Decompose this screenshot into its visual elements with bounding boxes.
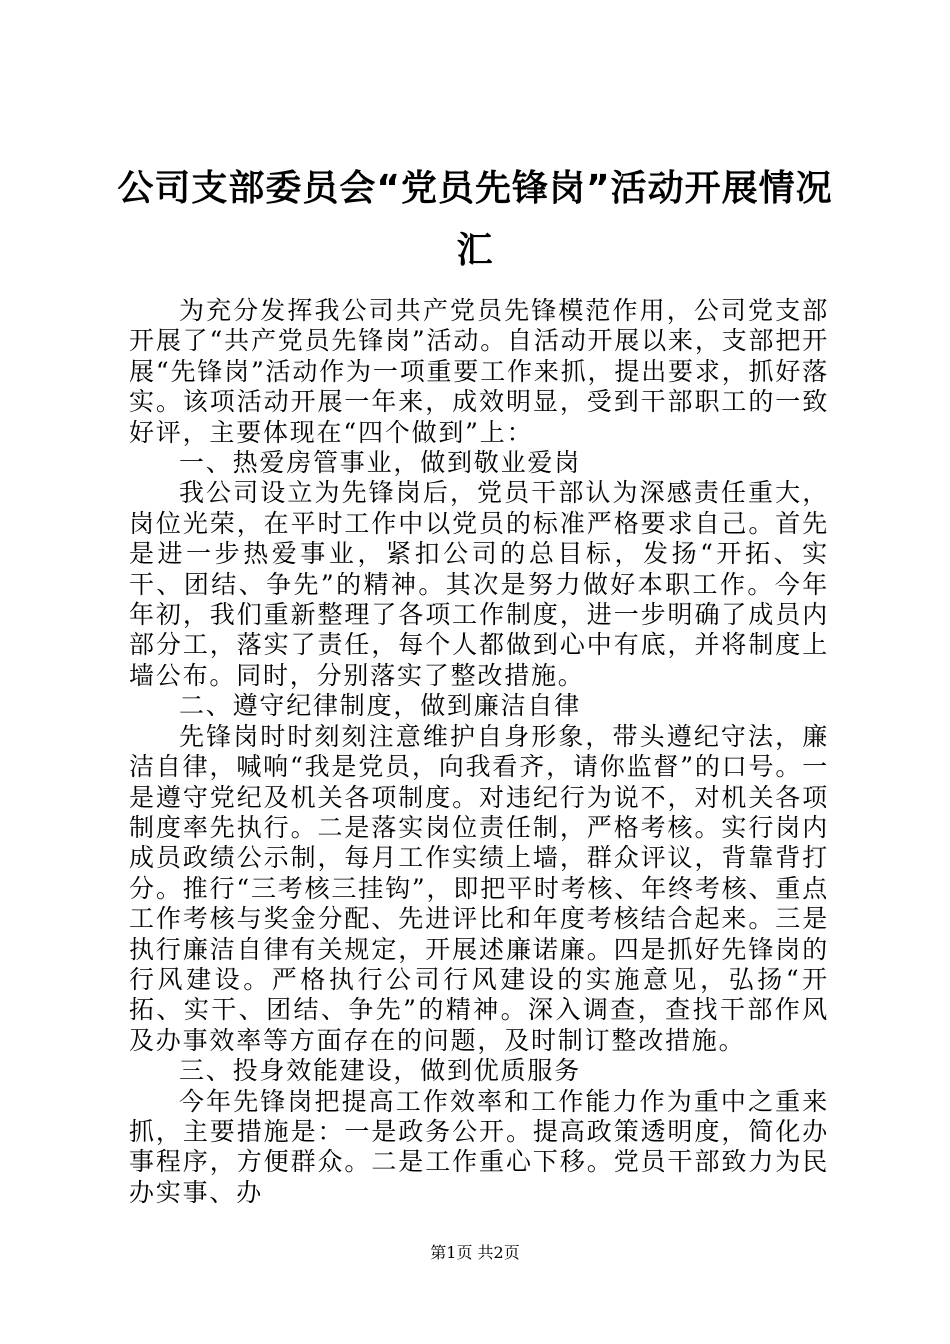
section-heading-1: 一、热爱房管事业，做到敬业爱岗 [179,448,582,478]
section-paragraph-1: 我公司设立为先锋岗后，党员干部认为深感责任重大，岗位光荣，在平时工作中以党员的标准严格要求自己。首先是进一步热爱事业，紧扣公司的总目标，发扬“开拓、实干、团结、争先”的精神。其次是努力做好本职工作。今年年初，我们重新整理了各项工作制度，进一步明确了成员内部分工，落实了责任，每个人都做到心中有底，并将制度上墙公布。同时，分别落实了整改措施。 [129,478,829,690]
section-heading-2: 二、遵守纪律制度，做到廉洁自律 [179,691,582,721]
section-heading-3: 三、投身效能建设，做到优质服务 [179,1056,582,1086]
section-paragraph-2: 先锋岗时时刻刻注意维护自身形象，带头遵纪守法，廉洁自律，喊响“我是党员，向我看齐，请你监督”的口号。一是遵守党纪及机关各项制度。对违纪行为说不，对机关各项制度率先执行。二是落实岗位责任制，严格考核。实行岗内成员政绩公示制，每月工作实绩上墙，群众评议，背靠背打分。推行“三考核三挂钩”，即把平时考核、年终考核、重点工作考核与奖金分配、先进评比和年度考核结合起来。三是执行廉洁自律有关规定，开展述廉诺廉。四是抓好先锋岗的行风建设。严格执行公司行风建设的实施意见，弘扬“开拓、实干、团结、争先”的精神。深入调查，查找干部作风及办事效率等方面存在的问题，及时制订整改措施。 [129,721,829,1055]
intro-paragraph: 为充分发挥我公司共产党员先锋模范作用，公司党支部开展了“共产党员先锋岗”活动。自活动开展以来，支部把开展“先锋岗”活动作为一项重要工作来抓，提出要求，抓好落实。该项活动开展一年来，成效明显，受到干部职工的一致好评，主要体现在“四个做到”上： [129,296,829,447]
document-title: 公司支部委员会“党员先锋岗”活动开展情况汇 [117,168,833,271]
document-body [129,296,829,1208]
section-paragraph-3: 今年先锋岗把提高工作效率和工作能力作为重中之重来抓，主要措施是：一是政务公开。提高政策透明度，简化办事程序，方便群众。二是工作重心下移。党员干部致力为民办实事、办 [129,1086,829,1207]
page-number-footer: 第1页 共2页 [430,1243,520,1262]
